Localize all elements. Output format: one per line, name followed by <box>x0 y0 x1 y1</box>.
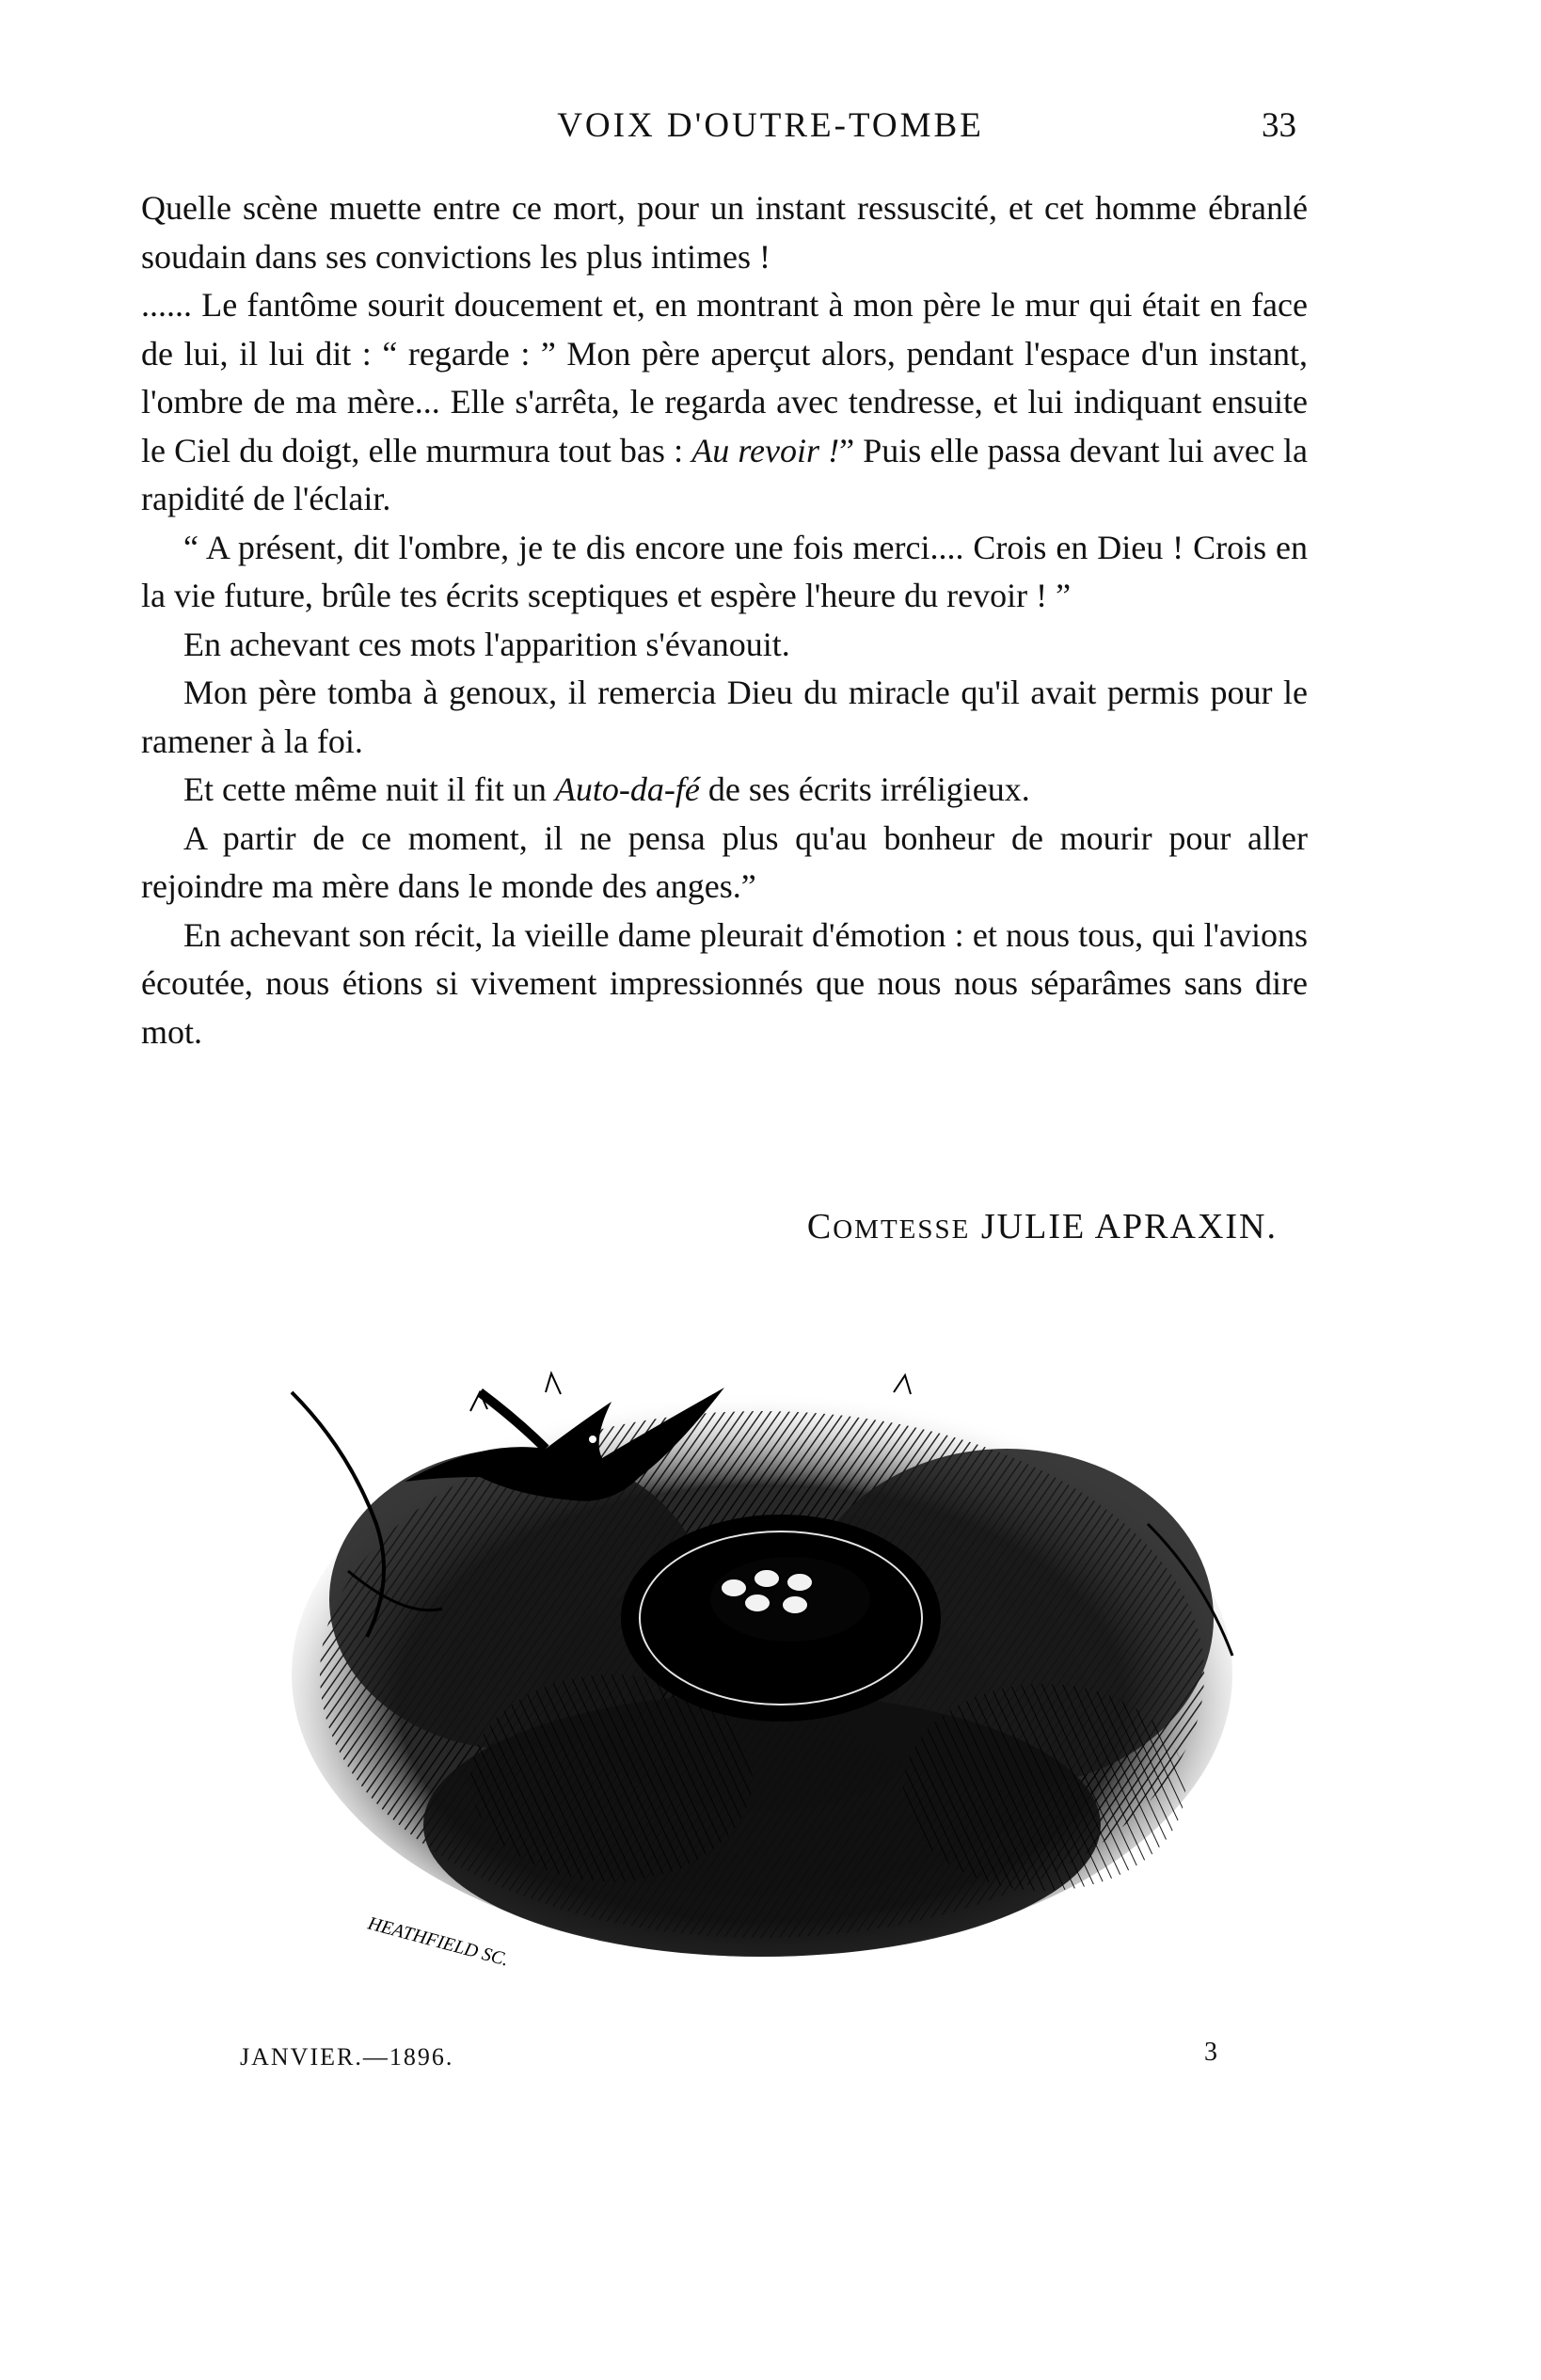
paragraph-1: Quelle scène muette entre ce mort, pour un instant ressuscité, et cet homme ébranlé soudain dans ses convictions les plus intimes ! <box>141 189 1308 276</box>
page-number: 33 <box>1262 106 1296 145</box>
italic-phrase: Auto-da-fé <box>554 770 700 808</box>
paragraph-4: En achevant ces mots l'apparition s'évanouit. <box>183 625 790 663</box>
nest <box>621 1515 941 1722</box>
italic-phrase: Au revoir ! <box>691 431 840 469</box>
paragraph-7: A partir de ce moment, il ne pensa plus qu'au bonheur de mourir pour aller rejoindre ma mère dans le monde des anges.” <box>141 818 1308 905</box>
footer-signature-mark: JANVIER.—1896. <box>240 2043 454 2071</box>
running-title: VOIX D'OUTRE-TOMBE <box>557 106 984 145</box>
bird-nest-illustration <box>235 1336 1308 1994</box>
running-header <box>0 105 1541 152</box>
signature: COMTESSE JULIE APRAXIN. <box>806 1207 1278 1246</box>
paragraph-3: “ A présent, dit l'ombre, je te dis encore une fois merci.... Crois en Dieu ! Crois en la vie future, brûle tes écrits sceptiques et espère l'heure du revoir ! ” <box>141 528 1308 614</box>
engraver-mark: HEATHFIELD SC. <box>365 1912 511 1971</box>
paragraph-2: ...... Le fantôme sourit doucement et, en montrant à mon père le mur qui était en face de lui, il lui dit : “ regarde : ” Mon père aperçut alors, pendant l'espace d'un instant, l'ombre de ma mère... Elle s'arrêta, le regarda avec tendresse, et lui indiquant ensuite le Ciel du doigt, elle murmura tout bas : Au revoir !” Puis elle passa devant lui avec la rapidité de l'éclair. <box>141 286 1309 517</box>
paragraph-6: Et cette même nuit il fit un Auto-da-fé de ses écrits irréligieux. <box>183 770 1030 808</box>
footer-sheet-number: 3 <box>1204 2038 1217 2067</box>
paragraph-5: Mon père tomba à genoux, il remercia Dieu du miracle qu'il avait permis pour le ramener à la foi. <box>141 674 1308 760</box>
body-text <box>141 184 1308 1056</box>
paragraph-8: En achevant son récit, la vieille dame pleurait d'émotion : et nous tous, qui l'avions écoutée, nous étions si vivement impressionnés que nous nous séparâmes sans dire mot. <box>141 915 1308 1051</box>
